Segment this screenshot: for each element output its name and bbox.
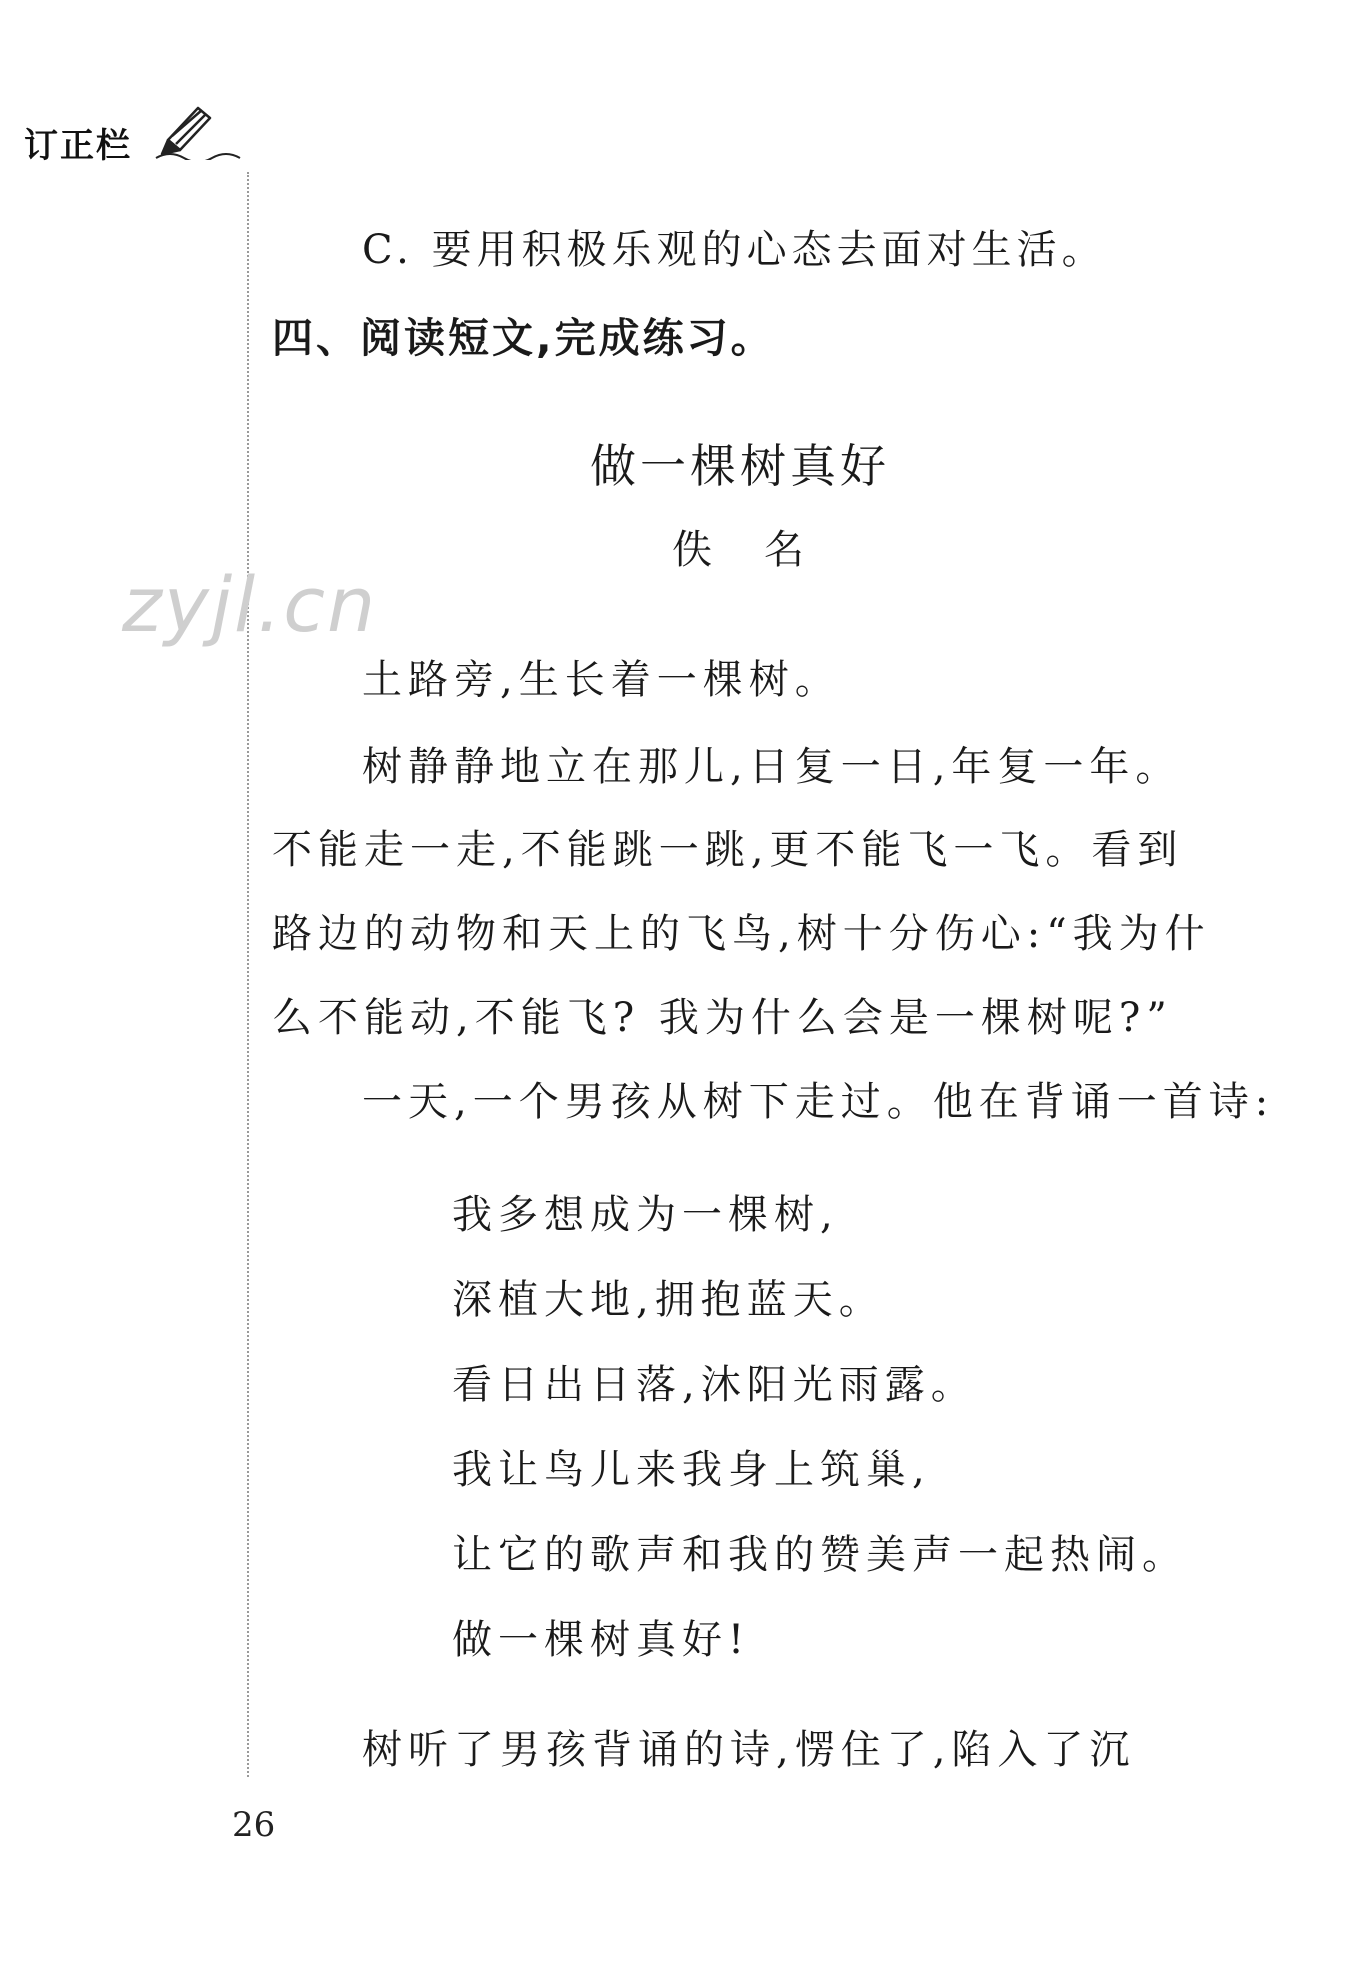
poem-line: 做一棵树真好! xyxy=(452,1617,751,1663)
watermark: zyjl.cn xyxy=(122,560,378,649)
paragraph-line: 路边的动物和天上的飞鸟,树十分伤心:“我为什 xyxy=(272,911,1211,957)
margin-divider xyxy=(247,172,249,1777)
poem-line: 深植大地,拥抱蓝天。 xyxy=(452,1277,885,1323)
page-number: 26 xyxy=(232,1805,276,1845)
paragraph-line: 一天,一个男孩从树下走过。他在背诵一首诗: xyxy=(362,1079,1275,1125)
paragraph-line: 不能走一走,不能跳一跳,更不能飞一飞。看到 xyxy=(272,827,1184,873)
correction-column-label: 订正栏 xyxy=(24,126,132,166)
option-c: C. 要用积极乐观的心态去面对生活。 xyxy=(362,227,1107,273)
article-title: 做一棵树真好 xyxy=(590,439,890,493)
poem-line: 我多想成为一棵树, xyxy=(452,1192,839,1238)
paragraph-line: 树静静地立在那儿,日复一日,年复一年。 xyxy=(362,744,1182,790)
poem-line: 看日出日落,沐阳光雨露。 xyxy=(452,1362,977,1408)
poem-line: 让它的歌声和我的赞美声一起热闹。 xyxy=(452,1532,1188,1578)
article-author: 佚名 xyxy=(672,527,856,573)
paragraph-line: 么不能动,不能飞? 我为什么会是一棵树呢?” xyxy=(272,995,1173,1041)
pencil-icon xyxy=(150,100,250,160)
paragraph-line: 树听了男孩背诵的诗,愣住了,陷入了沉 xyxy=(362,1727,1136,1773)
paragraph-line: 土路旁,生长着一棵树。 xyxy=(362,657,841,703)
poem-line: 我让鸟儿来我身上筑巢, xyxy=(452,1447,931,1493)
section-heading: 四、阅读短文,完成练习。 xyxy=(272,314,775,362)
